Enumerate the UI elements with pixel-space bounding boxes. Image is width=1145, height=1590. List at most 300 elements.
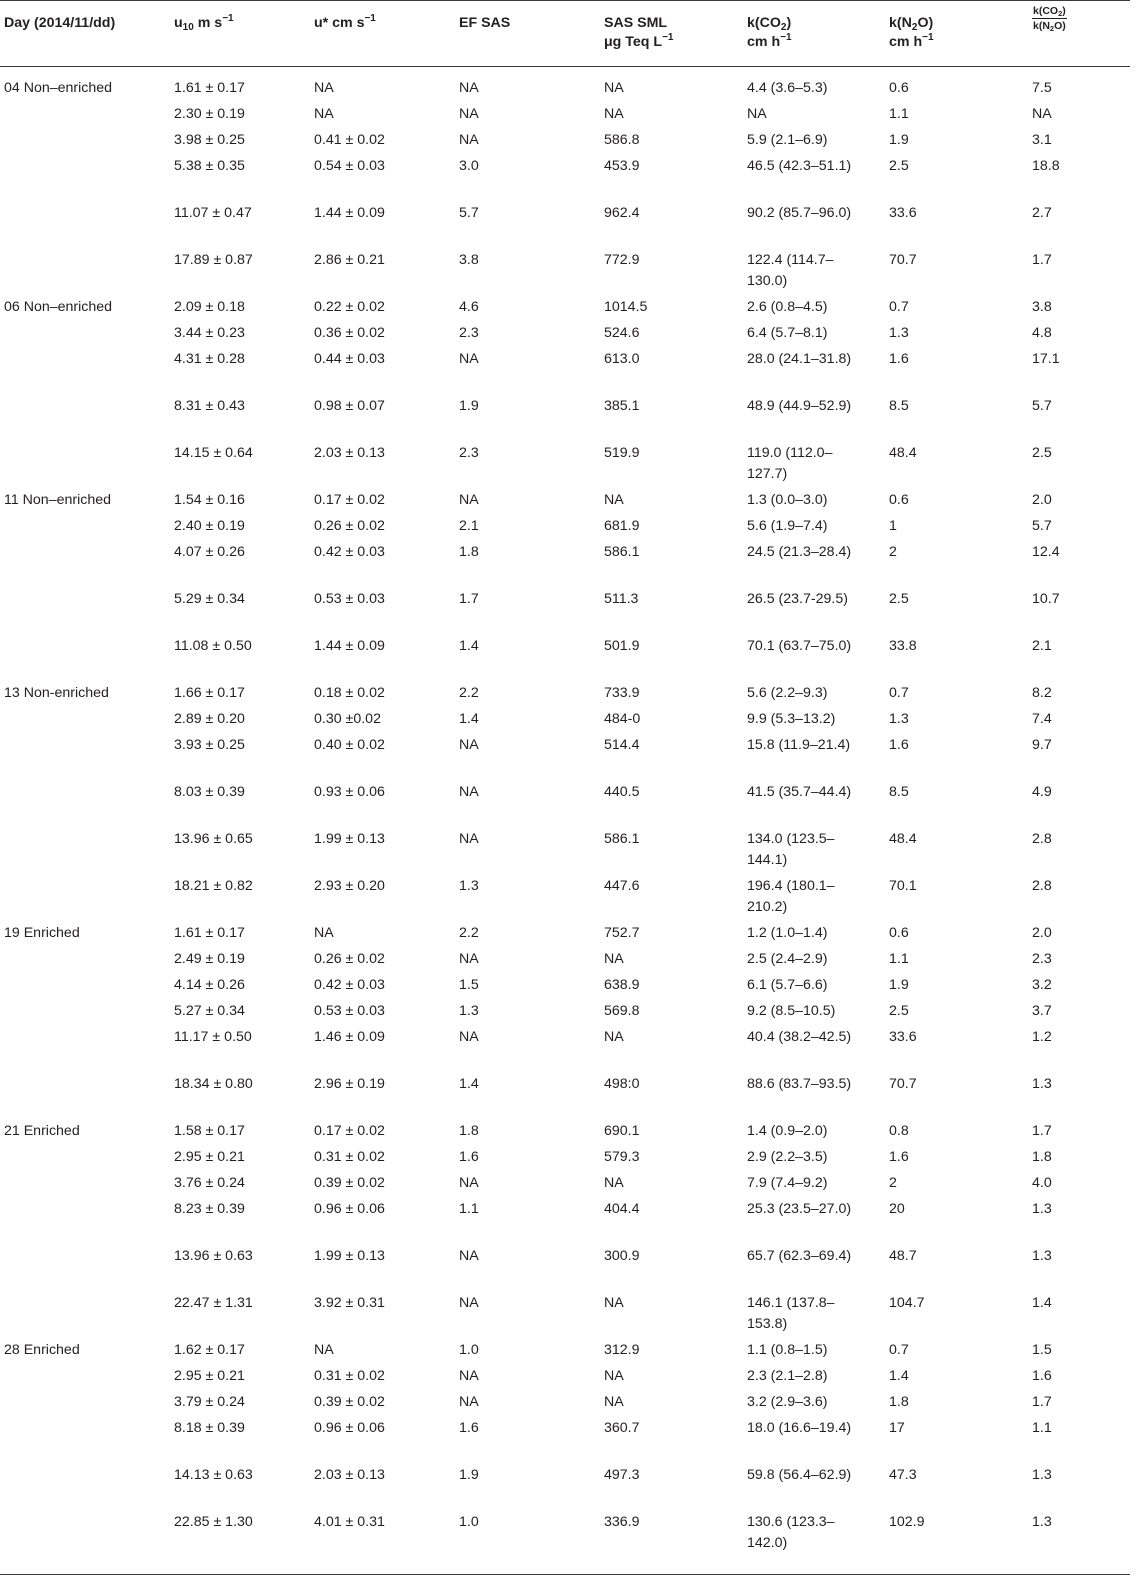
cell-ustar: 1.99 ± 0.13 <box>314 1248 385 1264</box>
cell-ef-sas: NA <box>459 132 479 148</box>
cell-sas-sml: 447.6 <box>604 878 640 894</box>
cell-sas-sml: 772.9 <box>604 252 640 268</box>
cell-u10: 2.49 ± 0.19 <box>174 951 245 967</box>
cell-ratio: 1.3 <box>1032 1201 1052 1217</box>
cell-u10: 13.96 ± 0.63 <box>174 1248 253 1264</box>
cell-u10: 4.14 ± 0.26 <box>174 977 245 993</box>
header-ef-sas: EF SAS <box>459 15 511 31</box>
cell-k-n2o: 70.7 <box>889 252 917 268</box>
cell-ef-sas: 1.6 <box>459 1149 479 1165</box>
cell-ef-sas: NA <box>459 1394 479 1410</box>
cell-k-n2o: 48.7 <box>889 1248 917 1264</box>
cell-k-co2: 122.4 (114.7–130.0) <box>747 252 834 289</box>
cell-sas-sml: NA <box>604 951 624 967</box>
cell-sas-sml: 501.9 <box>604 638 640 654</box>
cell-ef-sas: NA <box>459 951 479 967</box>
cell-ratio: 1.8 <box>1032 1149 1052 1165</box>
cell-sas-sml: 681.9 <box>604 518 640 534</box>
cell-sas-sml: NA <box>604 1175 624 1191</box>
cell-ratio: 3.7 <box>1032 1003 1052 1019</box>
cell-ustar: 0.26 ± 0.02 <box>314 951 385 967</box>
cell-ef-sas: 2.3 <box>459 445 479 461</box>
cell-u10: 8.23 ± 0.39 <box>174 1201 245 1217</box>
cell-ef-sas: 3.8 <box>459 252 479 268</box>
cell-ef-sas: 1.7 <box>459 591 479 607</box>
cell-day: 04 Non–enriched <box>4 80 113 96</box>
cell-k-co2: 4.4 (3.6–5.3) <box>747 80 828 96</box>
cell-k-n2o: 102.9 <box>889 1514 925 1530</box>
cell-k-n2o: 0.6 <box>889 492 909 508</box>
cell-sas-sml: 569.8 <box>604 1003 640 1019</box>
cell-k-co2: 41.5 (35.7–44.4) <box>747 784 852 800</box>
cell-ratio: 4.0 <box>1032 1175 1052 1191</box>
cell-k-co2: 5.6 (1.9–7.4) <box>747 518 828 534</box>
cell-u10: 2.30 ± 0.19 <box>174 106 245 122</box>
cell-k-co2: 59.8 (56.4–62.9) <box>747 1467 852 1483</box>
cell-ratio: 3.1 <box>1032 132 1052 148</box>
cell-ratio: 12.4 <box>1032 544 1060 560</box>
cell-ustar: NA <box>314 80 334 96</box>
header-rule <box>0 66 1130 67</box>
cell-ustar: 0.42 ± 0.03 <box>314 544 385 560</box>
cell-ustar: 0.26 ± 0.02 <box>314 518 385 534</box>
cell-u10: 22.85 ± 1.30 <box>174 1514 253 1530</box>
cell-u10: 5.27 ± 0.34 <box>174 1003 245 1019</box>
cell-ef-sas: 1.4 <box>459 1076 479 1092</box>
cell-u10: 14.13 ± 0.63 <box>174 1467 253 1483</box>
cell-u10: 8.18 ± 0.39 <box>174 1420 245 1436</box>
cell-k-n2o: 2.5 <box>889 158 909 174</box>
cell-k-co2: 25.3 (23.5–27.0) <box>747 1201 852 1217</box>
cell-sas-sml: 579.3 <box>604 1149 640 1165</box>
cell-ef-sas: 2.1 <box>459 518 479 534</box>
cell-u10: 11.08 ± 0.50 <box>174 638 252 654</box>
cell-ratio: 10.7 <box>1032 591 1060 607</box>
cell-ef-sas: NA <box>459 1248 479 1264</box>
cell-k-co2: 9.2 (8.5–10.5) <box>747 1003 836 1019</box>
cell-k-n2o: 48.4 <box>889 831 917 847</box>
cell-ratio: 2.0 <box>1032 925 1052 941</box>
cell-ef-sas: 1.0 <box>459 1342 479 1358</box>
cell-u10: 1.61 ± 0.17 <box>174 925 245 941</box>
cell-ustar: 0.53 ± 0.03 <box>314 591 385 607</box>
cell-ustar: 0.17 ± 0.02 <box>314 492 385 508</box>
cell-ustar: 0.53 ± 0.03 <box>314 1003 385 1019</box>
cell-u10: 1.62 ± 0.17 <box>174 1342 245 1358</box>
header-ustar: u* cm $s^{-1}$ <box>314 13 376 31</box>
cell-ustar: 0.54 ± 0.03 <box>314 158 385 174</box>
cell-u10: 2.89 ± 0.20 <box>174 711 245 727</box>
cell-ratio: 17.1 <box>1032 351 1060 367</box>
cell-k-n2o: 8.5 <box>889 398 909 414</box>
cell-ef-sas: NA <box>459 351 479 367</box>
cell-k-co2: 46.5 (42.3–51.1) <box>747 158 852 174</box>
cell-ef-sas: 2.2 <box>459 685 479 701</box>
cell-sas-sml: 300.9 <box>604 1248 640 1264</box>
cell-sas-sml: 514.4 <box>604 737 640 753</box>
cell-k-co2: 134.0 (123.5–144.1) <box>747 831 835 868</box>
cell-ustar: 0.31 ± 0.02 <box>314 1149 385 1165</box>
cell-u10: 3.76 ± 0.24 <box>174 1175 245 1191</box>
cell-u10: 1.54 ± 0.16 <box>174 492 245 508</box>
cell-k-n2o: 20 <box>889 1201 905 1217</box>
cell-ratio: 1.2 <box>1032 1029 1052 1045</box>
cell-k-n2o: 0.8 <box>889 1123 909 1139</box>
cell-u10: 3.98 ± 0.25 <box>174 132 245 148</box>
cell-ef-sas: NA <box>459 831 479 847</box>
cell-sas-sml: 511.3 <box>604 591 639 607</box>
cell-ratio: NA <box>1032 106 1052 122</box>
cell-k-co2: 65.7 (62.3–69.4) <box>747 1248 852 1264</box>
cell-sas-sml: 453.9 <box>604 158 640 174</box>
cell-ef-sas: NA <box>459 492 479 508</box>
cell-ratio: 2.0 <box>1032 492 1052 508</box>
cell-ratio: 1.3 <box>1032 1248 1052 1264</box>
cell-sas-sml: NA <box>604 1029 624 1045</box>
cell-k-n2o: 1.1 <box>889 106 909 122</box>
cell-ef-sas: 1.8 <box>459 1123 479 1139</box>
cell-k-co2: 9.9 (5.3–13.2) <box>747 711 836 727</box>
cell-k-n2o: 2 <box>889 1175 897 1191</box>
cell-k-n2o: 1.9 <box>889 977 909 993</box>
cell-ustar: 2.03 ± 0.13 <box>314 445 385 461</box>
cell-sas-sml: 385.1 <box>604 398 640 414</box>
cell-k-n2o: 47.3 <box>889 1467 917 1483</box>
cell-ratio: 1.3 <box>1032 1076 1052 1092</box>
cell-sas-sml: 524.6 <box>604 325 640 341</box>
cell-k-co2: 1.4 (0.9–2.0) <box>747 1123 828 1139</box>
cell-ratio: 2.8 <box>1032 831 1052 847</box>
header-ratio-numerator: $k(CO_2)$ <box>1033 5 1066 18</box>
cell-sas-sml: 1014.5 <box>604 299 648 315</box>
cell-ratio: 2.5 <box>1032 445 1052 461</box>
cell-sas-sml: NA <box>604 1295 624 1311</box>
cell-ustar: 0.39 ± 0.02 <box>314 1394 385 1410</box>
cell-ustar: 0.96 ± 0.06 <box>314 1201 385 1217</box>
cell-k-n2o: 1 <box>889 518 897 534</box>
cell-sas-sml: 498:0 <box>604 1076 640 1092</box>
cell-u10: 5.38 ± 0.35 <box>174 158 245 174</box>
cell-k-n2o: 1.1 <box>889 951 909 967</box>
cell-ef-sas: 1.5 <box>459 977 479 993</box>
cell-ratio: 1.6 <box>1032 1368 1052 1384</box>
cell-u10: 3.79 ± 0.24 <box>174 1394 245 1410</box>
cell-u10: 2.95 ± 0.21 <box>174 1149 245 1165</box>
cell-k-n2o: 1.4 <box>889 1368 909 1384</box>
cell-k-co2: 40.4 (38.2–42.5) <box>747 1029 852 1045</box>
cell-ustar: 2.96 ± 0.19 <box>314 1076 385 1092</box>
cell-k-n2o: 0.6 <box>889 925 909 941</box>
cell-sas-sml: 962.4 <box>604 205 640 221</box>
cell-sas-sml: NA <box>604 80 624 96</box>
cell-u10: 11.07 ± 0.47 <box>174 205 252 221</box>
cell-sas-sml: 519.9 <box>604 445 640 461</box>
cell-ustar: 2.93 ± 0.20 <box>314 878 385 894</box>
cell-k-n2o: 0.7 <box>889 685 909 701</box>
cell-k-n2o: 48.4 <box>889 445 917 461</box>
cell-ratio: 1.1 <box>1032 1420 1052 1436</box>
cell-ustar: 0.40 ± 0.02 <box>314 737 385 753</box>
cell-sas-sml: 752.7 <box>604 925 640 941</box>
cell-u10: 18.34 ± 0.80 <box>174 1076 253 1092</box>
cell-ef-sas: 1.3 <box>459 878 479 894</box>
cell-sas-sml: 586.8 <box>604 132 640 148</box>
cell-u10: 2.09 ± 0.18 <box>174 299 245 315</box>
cell-ustar: 0.36 ± 0.02 <box>314 325 385 341</box>
header-sas-sml: SAS SML μg Teq $L^{-1}$ <box>604 15 674 50</box>
cell-ef-sas: 3.0 <box>459 158 479 174</box>
cell-ratio: 4.8 <box>1032 325 1052 341</box>
cell-day: 21 Enriched <box>4 1123 80 1139</box>
cell-k-co2: 88.6 (83.7–93.5) <box>747 1076 852 1092</box>
cell-ef-sas: 4.6 <box>459 299 479 315</box>
cell-k-co2: 2.5 (2.4–2.9) <box>747 951 828 967</box>
cell-ratio: 3.2 <box>1032 977 1052 993</box>
cell-sas-sml: 497.3 <box>604 1467 640 1483</box>
cell-k-n2o: 0.7 <box>889 299 909 315</box>
header-ratio <box>1032 5 1067 32</box>
cell-k-n2o: 8.5 <box>889 784 909 800</box>
cell-ef-sas: 1.9 <box>459 398 479 414</box>
cell-k-n2o: 2.5 <box>889 1003 909 1019</box>
cell-ef-sas: 1.9 <box>459 1467 479 1483</box>
cell-sas-sml: 404.4 <box>604 1201 640 1217</box>
cell-ustar: 2.03 ± 0.13 <box>314 1467 385 1483</box>
cell-k-co2: 2.6 (0.8–4.5) <box>747 299 828 315</box>
cell-k-n2o: 1.6 <box>889 351 909 367</box>
cell-k-n2o: 1.6 <box>889 1149 909 1165</box>
cell-k-co2: 26.5 (23.7-29.5) <box>747 591 848 607</box>
cell-k-n2o: 33.6 <box>889 205 917 221</box>
cell-u10: 8.31 ± 0.43 <box>174 398 245 414</box>
cell-ustar: NA <box>314 925 334 941</box>
cell-u10: 4.31 ± 0.28 <box>174 351 245 367</box>
cell-ustar: 1.99 ± 0.13 <box>314 831 385 847</box>
bottom-rule <box>0 1574 1130 1575</box>
cell-ef-sas: 1.4 <box>459 638 479 654</box>
cell-sas-sml: 312.9 <box>604 1342 640 1358</box>
cell-ustar: 0.22 ± 0.02 <box>314 299 385 315</box>
cell-k-co2: 196.4 (180.1–210.2) <box>747 878 835 915</box>
cell-sas-sml: 360.7 <box>604 1420 640 1436</box>
cell-k-co2: 24.5 (21.3–28.4) <box>747 544 852 560</box>
cell-k-n2o: 1.9 <box>889 132 909 148</box>
cell-u10: 22.47 ± 1.31 <box>174 1295 253 1311</box>
cell-ustar: 0.41 ± 0.02 <box>314 132 385 148</box>
cell-k-n2o: 0.6 <box>889 80 909 96</box>
cell-sas-sml: 638.9 <box>604 977 640 993</box>
cell-sas-sml: 733.9 <box>604 685 640 701</box>
cell-k-n2o: 2 <box>889 544 897 560</box>
cell-u10: 13.96 ± 0.65 <box>174 831 253 847</box>
cell-ef-sas: NA <box>459 784 479 800</box>
cell-sas-sml: 484-0 <box>604 711 641 727</box>
cell-k-co2: 15.8 (11.9–21.4) <box>747 737 851 753</box>
cell-ef-sas: NA <box>459 1175 479 1191</box>
cell-sas-sml: 613.0 <box>604 351 640 367</box>
cell-ustar: NA <box>314 106 334 122</box>
cell-ustar: 0.96 ± 0.06 <box>314 1420 385 1436</box>
cell-sas-sml: 586.1 <box>604 544 640 560</box>
cell-k-co2: 2.9 (2.2–3.5) <box>747 1149 828 1165</box>
cell-ratio: 7.4 <box>1032 711 1052 727</box>
cell-ratio: 1.3 <box>1032 1467 1052 1483</box>
cell-k-co2: 6.4 (5.7–8.1) <box>747 325 828 341</box>
cell-k-co2: 6.1 (5.7–6.6) <box>747 977 828 993</box>
cell-u10: 4.07 ± 0.26 <box>174 544 245 560</box>
cell-k-co2: 119.0 (112.0–127.7) <box>747 445 833 482</box>
cell-day: 19 Enriched <box>4 925 80 941</box>
cell-sas-sml: NA <box>604 492 624 508</box>
cell-ef-sas: 1.8 <box>459 544 479 560</box>
cell-sas-sml: 336.9 <box>604 1514 640 1530</box>
cell-ustar: 4.01 ± 0.31 <box>314 1514 385 1530</box>
cell-k-n2o: 1.6 <box>889 737 909 753</box>
cell-k-n2o: 0.7 <box>889 1342 909 1358</box>
cell-k-n2o: 17 <box>889 1420 905 1436</box>
header-k-co2: $k(CO_2)$ cm $h^{-1}$ <box>747 15 792 50</box>
cell-ustar: NA <box>314 1342 334 1358</box>
cell-sas-sml: NA <box>604 1394 624 1410</box>
cell-ustar: 0.93 ± 0.06 <box>314 784 385 800</box>
cell-k-co2: 90.2 (85.7–96.0) <box>747 205 852 221</box>
cell-day: 06 Non–enriched <box>4 299 113 315</box>
cell-k-co2: 5.6 (2.2–9.3) <box>747 685 828 701</box>
cell-ustar: 3.92 ± 0.31 <box>314 1295 385 1311</box>
cell-ustar: 1.46 ± 0.09 <box>314 1029 385 1045</box>
cell-ratio: 1.7 <box>1032 1394 1052 1410</box>
cell-u10: 1.61 ± 0.17 <box>174 80 245 96</box>
cell-ratio: 5.7 <box>1032 518 1052 534</box>
cell-k-n2o: 104.7 <box>889 1295 925 1311</box>
cell-k-n2o: 33.8 <box>889 638 917 654</box>
cell-ustar: 0.17 ± 0.02 <box>314 1123 385 1139</box>
cell-ef-sas: NA <box>459 80 479 96</box>
cell-day: 11 Non–enriched <box>4 492 112 508</box>
cell-ratio: 3.8 <box>1032 299 1052 315</box>
cell-u10: 3.44 ± 0.23 <box>174 325 245 341</box>
cell-ustar: 1.44 ± 0.09 <box>314 638 385 654</box>
cell-k-n2o: 1.8 <box>889 1394 909 1410</box>
cell-ef-sas: 1.6 <box>459 1420 479 1436</box>
cell-sas-sml: 440.5 <box>604 784 640 800</box>
cell-u10: 17.89 ± 0.87 <box>174 252 253 268</box>
cell-k-n2o: 1.3 <box>889 711 909 727</box>
cell-k-co2: 28.0 (24.1–31.8) <box>747 351 852 367</box>
cell-k-co2: 70.1 (63.7–75.0) <box>747 638 852 654</box>
cell-ratio: 18.8 <box>1032 158 1060 174</box>
cell-ustar: 0.18 ± 0.02 <box>314 685 385 701</box>
cell-ratio: 2.1 <box>1032 638 1052 654</box>
cell-k-n2o: 1.3 <box>889 325 909 341</box>
cell-ustar: 0.39 ± 0.02 <box>314 1175 385 1191</box>
cell-ratio: 1.7 <box>1032 1123 1052 1139</box>
cell-ratio: 1.4 <box>1032 1295 1052 1311</box>
cell-u10: 1.58 ± 0.17 <box>174 1123 245 1139</box>
cell-ratio: 5.7 <box>1032 398 1052 414</box>
cell-u10: 14.15 ± 0.64 <box>174 445 253 461</box>
cell-ratio: 2.8 <box>1032 878 1052 894</box>
cell-k-co2: 18.0 (16.6–19.4) <box>747 1420 852 1436</box>
cell-k-co2: 5.9 (2.1–6.9) <box>747 132 828 148</box>
cell-u10: 8.03 ± 0.39 <box>174 784 245 800</box>
cell-ustar: 0.42 ± 0.03 <box>314 977 385 993</box>
cell-k-co2: 48.9 (44.9–52.9) <box>747 398 852 414</box>
cell-u10: 18.21 ± 0.82 <box>174 878 253 894</box>
cell-ratio: 2.7 <box>1032 205 1052 221</box>
cell-sas-sml: 586.1 <box>604 831 640 847</box>
header-ratio-denominator: $k(N_2O)$ <box>1033 20 1066 33</box>
header-u10: $u_{10}$ m $s^{-1}$ <box>174 13 234 33</box>
cell-ef-sas: NA <box>459 1368 479 1384</box>
cell-k-co2: 2.3 (2.1–2.8) <box>747 1368 828 1384</box>
cell-u10: 1.66 ± 0.17 <box>174 685 245 701</box>
cell-ustar: 0.30 ±0.02 <box>314 711 381 727</box>
cell-u10: 5.29 ± 0.34 <box>174 591 245 607</box>
cell-ustar: 0.31 ± 0.02 <box>314 1368 385 1384</box>
cell-ustar: 0.44 ± 0.03 <box>314 351 385 367</box>
cell-k-n2o: 70.7 <box>889 1076 917 1092</box>
cell-ef-sas: 2.2 <box>459 925 479 941</box>
cell-ef-sas: 1.1 <box>459 1201 479 1217</box>
cell-ustar: 0.98 ± 0.07 <box>314 398 385 414</box>
cell-u10: 2.40 ± 0.19 <box>174 518 245 534</box>
cell-ef-sas: 1.4 <box>459 711 479 727</box>
cell-ef-sas: NA <box>459 737 479 753</box>
cell-k-co2: 7.9 (7.4–9.2) <box>747 1175 828 1191</box>
cell-k-co2: 130.6 (123.3–142.0) <box>747 1514 835 1551</box>
cell-ef-sas: 5.7 <box>459 205 479 221</box>
cell-ratio: 1.7 <box>1032 252 1052 268</box>
cell-ratio: 9.7 <box>1032 737 1052 753</box>
cell-u10: 3.93 ± 0.25 <box>174 737 245 753</box>
cell-day: 28 Enriched <box>4 1342 80 1358</box>
cell-k-co2: 1.1 (0.8–1.5) <box>747 1342 828 1358</box>
cell-sas-sml: NA <box>604 106 624 122</box>
cell-ratio: 1.3 <box>1032 1514 1052 1530</box>
cell-ratio: 1.5 <box>1032 1342 1052 1358</box>
cell-sas-sml: NA <box>604 1368 624 1384</box>
cell-ustar: 1.44 ± 0.09 <box>314 205 385 221</box>
cell-sas-sml: 690.1 <box>604 1123 640 1139</box>
cell-ef-sas: NA <box>459 1295 479 1311</box>
cell-ef-sas: NA <box>459 106 479 122</box>
cell-ratio: 8.2 <box>1032 685 1052 701</box>
cell-ustar: 2.86 ± 0.21 <box>314 252 385 268</box>
cell-ratio: 2.3 <box>1032 951 1052 967</box>
cell-ef-sas: 1.0 <box>459 1514 479 1530</box>
cell-ratio: 4.9 <box>1032 784 1052 800</box>
cell-k-co2: 3.2 (2.9–3.6) <box>747 1394 828 1410</box>
cell-ef-sas: 1.3 <box>459 1003 479 1019</box>
cell-ratio: 7.5 <box>1032 80 1052 96</box>
top-rule <box>0 0 1130 1</box>
cell-day: 13 Non-enriched <box>4 685 109 701</box>
cell-k-co2: NA <box>747 106 767 122</box>
cell-u10: 11.17 ± 0.50 <box>174 1029 252 1045</box>
cell-ef-sas: 2.3 <box>459 325 479 341</box>
cell-k-co2: 146.1 (137.8–153.8) <box>747 1295 835 1332</box>
cell-k-n2o: 2.5 <box>889 591 909 607</box>
cell-k-n2o: 33.6 <box>889 1029 917 1045</box>
cell-k-n2o: 70.1 <box>889 878 917 894</box>
cell-u10: 2.95 ± 0.21 <box>174 1368 245 1384</box>
cell-k-co2: 1.2 (1.0–1.4) <box>747 925 828 941</box>
header-day: Day (2014/11/dd) <box>4 15 116 31</box>
cell-k-co2: 1.3 (0.0–3.0) <box>747 492 828 508</box>
header-k-n2o: $k(N_2O)$ cm $h^{-1}$ <box>889 15 934 50</box>
cell-ef-sas: NA <box>459 1029 479 1045</box>
